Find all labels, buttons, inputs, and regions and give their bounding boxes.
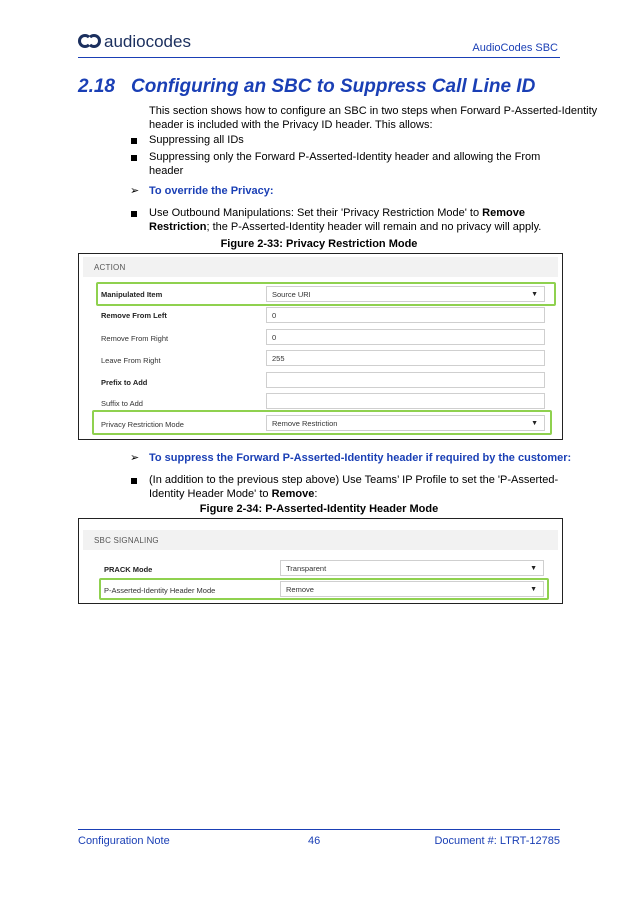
intro-bullet-2-line-2: header	[149, 165, 184, 177]
section-number: 2.18	[78, 76, 115, 97]
remove-from-left-value: 0	[272, 311, 277, 320]
leave-from-right-input[interactable]	[266, 350, 545, 366]
figure2-screenshot	[78, 518, 563, 604]
prefix-to-add-label: Prefix to Add	[101, 378, 148, 387]
prack-mode-value: Transparent	[286, 564, 327, 573]
header-divider	[78, 57, 560, 58]
step2-bullet-line-1: (In addition to the previous step above) Use Teams’ IP Profile to set the 'P-Asserted-	[149, 474, 559, 486]
step1-bullet-bold2: Restriction	[149, 221, 207, 233]
figure1-caption: Figure 2-33: Privacy Restriction Mode	[220, 238, 418, 250]
highlight-privacy-restriction-mode	[92, 410, 552, 435]
step2-heading: To suppress the Forward P-Asserted-Identity header if required by the customer:	[149, 452, 572, 464]
footer-right: Document #: LTRT-12785	[434, 835, 560, 847]
chevron-down-icon: ▼	[531, 291, 538, 298]
logo-mark-icon	[78, 33, 102, 51]
logo-text: audiocodes	[104, 32, 191, 51]
footer-divider	[78, 829, 560, 830]
highlight-p-asserted-identity-header-mode	[99, 578, 549, 600]
chevron-down-icon: ▼	[531, 420, 538, 427]
action-section-header	[83, 257, 558, 277]
chevron-down-icon: ▼	[530, 565, 537, 572]
privacy-restriction-mode-label: Privacy Restriction Mode	[101, 420, 184, 429]
suffix-to-add-input[interactable]	[266, 393, 545, 409]
leave-from-right-value: 255	[272, 354, 285, 363]
privacy-restriction-mode-value: Remove Restriction	[272, 419, 338, 428]
prack-mode-label: PRACK Mode	[104, 565, 153, 574]
remove-from-left-input[interactable]	[266, 307, 545, 323]
p-asserted-identity-header-mode-label: P-Asserted-Identity Header Mode	[104, 586, 216, 595]
intro-bullet-2	[149, 150, 540, 178]
bullet-square-icon	[131, 478, 137, 484]
remove-from-left-label: Remove From Left	[101, 311, 167, 320]
step2-bullet-line-2-bold: Remove	[271, 488, 315, 500]
intro-bullet-2-line-1: Suppressing only the Forward P-Asserted-Identity header and allowing the From	[149, 151, 541, 163]
intro-bullet-1: Suppressing all IDs	[149, 134, 244, 146]
figure1-screenshot	[78, 253, 563, 440]
step1-bullet-pre: Use Outbound Manipulations: Set their 'Privacy Restriction Mode' to	[149, 207, 483, 219]
prefix-to-add-input[interactable]	[266, 372, 545, 388]
step1-heading: To override the Privacy:	[149, 185, 274, 197]
sbc-signaling-section-title: SBC SIGNALING	[94, 536, 159, 545]
chevron-down-icon: ▼	[530, 586, 537, 593]
step2-bullet-line-2-pre: Identity Header Mode' to	[149, 488, 272, 500]
figure2-caption: Figure 2-34: P-Asserted-Identity Header Mode	[199, 503, 439, 515]
manipulated-item-label: Manipulated Item	[101, 290, 163, 299]
remove-from-right-label: Remove From Right	[101, 334, 169, 343]
intro-line-2: header is included with the Privacy ID header. This allows:	[149, 119, 433, 131]
step1-bullet-post: ; the P-Asserted-Identity header will remain and no privacy will apply.	[206, 221, 542, 233]
intro-paragraph	[149, 104, 597, 132]
step1-bullet	[149, 206, 569, 234]
leave-from-right-label: Leave From Right	[101, 356, 161, 365]
audiocodes-logo	[78, 32, 191, 52]
remove-from-right-value: 0	[272, 333, 277, 342]
action-section-title: ACTION	[94, 263, 126, 272]
step1-bullet-bold1: Remove	[482, 207, 525, 219]
step2-bullet	[149, 473, 569, 501]
bullet-square-icon	[131, 155, 137, 161]
section-title: Configuring an SBC to Suppress Call Line ID	[131, 76, 536, 97]
suffix-to-add-label: Suffix to Add	[101, 399, 143, 408]
prack-mode-select[interactable]	[280, 560, 544, 576]
bullet-square-icon	[131, 211, 137, 217]
p-asserted-identity-header-mode-value: Remove	[286, 585, 314, 594]
manipulated-item-value: Source URI	[272, 290, 311, 299]
step2-bullet-line-2-post: :	[314, 488, 318, 500]
intro-line-1: This section shows how to configure an SBC in two steps when Forward P-Asserted-Identity	[149, 105, 598, 117]
arrowhead-icon: ➢	[130, 185, 140, 197]
page-number: 46	[308, 835, 321, 847]
highlight-manipulated-item	[96, 282, 556, 306]
header-doc-name: AudioCodes SBC	[472, 42, 558, 54]
footer-left: Configuration Note	[78, 835, 170, 847]
arrowhead-icon: ➢	[130, 452, 140, 464]
remove-from-right-input[interactable]	[266, 329, 545, 345]
bullet-square-icon	[131, 138, 137, 144]
